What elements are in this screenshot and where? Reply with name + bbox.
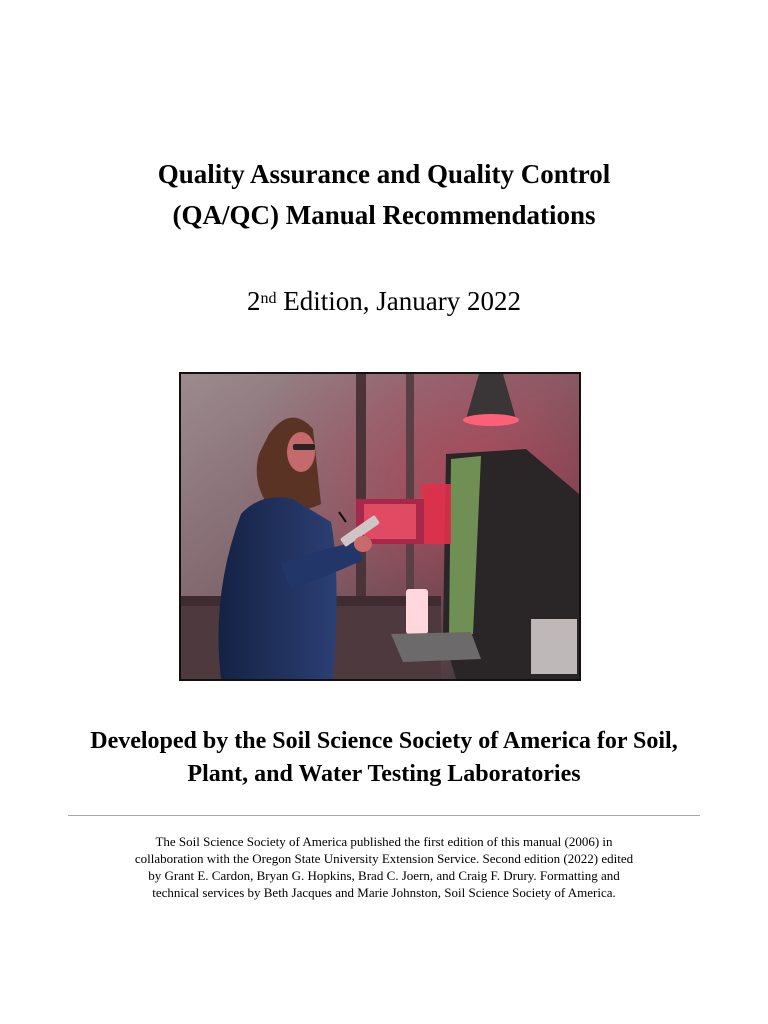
developed-line-2: Plant, and Water Testing Laboratories — [187, 761, 581, 787]
edition-date: Edition, January 2022 — [276, 286, 521, 316]
developed-line-1: Developed by the Soil Science Society of America for Soil, — [90, 728, 678, 754]
developed-by-statement — [0, 725, 768, 791]
photo-illustration — [181, 374, 579, 679]
title-line-1: Quality Assurance and Quality Control — [157, 159, 611, 189]
horizontal-divider — [68, 815, 700, 816]
edition-suffix: nd — [260, 290, 277, 307]
title-line-2: (QA/QC) Manual Recommendations — [172, 200, 596, 230]
credits-paragraph — [100, 833, 668, 901]
credits-line-2: collaboration with the Oregon State University Extension Service. Second edition (2022) edited — [134, 851, 634, 866]
lab-technician-photo — [179, 372, 581, 681]
edition-number: 2 — [247, 286, 261, 316]
document-title — [0, 154, 768, 236]
credits-line-4: technical services by Beth Jacques and Marie Johnston, Soil Science Society of America. — [152, 885, 616, 900]
credits-line-3: by Grant E. Cardon, Bryan G. Hopkins, Brad C. Joern, and Craig F. Drury. Formatting and — [148, 868, 620, 883]
edition-line — [0, 283, 768, 319]
credits-line-1: The Soil Science Society of America published the first edition of this manual (2006) in — [155, 834, 613, 849]
